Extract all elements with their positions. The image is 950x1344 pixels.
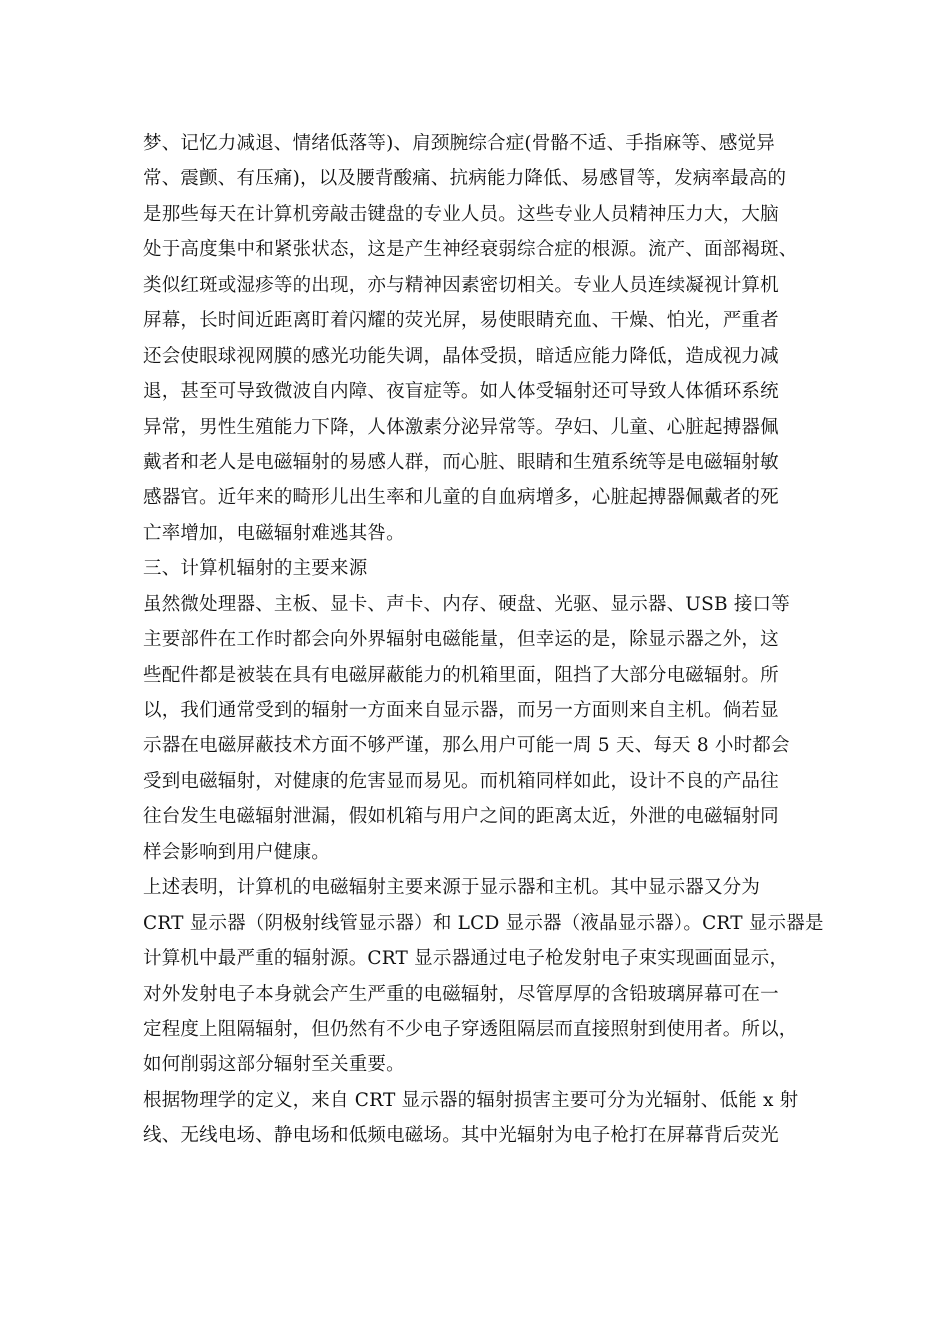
- text-line: CRT 显示器（阴极射线管显示器）和 LCD 显示器（液晶显示器）。CRT 显示器是: [143, 912, 824, 934]
- document-body: [143, 126, 824, 1154]
- text-line: 以，我们通常受到的辐射一方面来自显示器，而另一方面则来自主机。倘若显: [143, 700, 779, 721]
- text-line: 计算机中最严重的辐射源。CRT 显示器通过电子枪发射电子束实现画面显示，: [143, 948, 789, 970]
- text-line: 处于高度集中和紧张状态，这是产生神经衰弱综合症的根源。流产、面部褐斑、: [143, 239, 798, 261]
- text-line: 亡率增加，电磁辐射难逃其咎。: [143, 522, 405, 544]
- text-line: 退，甚至可导致微波自内障、夜盲症等。如人体受辐射还可导致人体循环系统: [143, 381, 779, 403]
- text-line: 根据物理学的定义，来自 CRT 显示器的辐射损害主要可分为光辐射、低能 x 射: [143, 1089, 799, 1111]
- text-line: 戴者和老人是电磁辐射的易感人群，而心脏、眼睛和生殖系统等是电磁辐射敏: [143, 451, 779, 473]
- text-line: 屏幕，长时间近距离盯着闪耀的荧光屏，易使眼睛充血、干燥、怕光，严重者: [143, 310, 779, 332]
- text-line: 往台发生电磁辐射泄漏，假如机箱与用户之间的距离太近，外泄的电磁辐射同: [143, 806, 779, 828]
- text-line: 异常，男性生殖能力下降，人体激素分泌异常等。孕妇、儿童、心脏起搏器佩: [143, 416, 779, 438]
- text-line: 定程度上阻隔辐射，但仍然有不少电子穿透阻隔层而直接照射到使用者。所以，: [143, 1018, 798, 1040]
- text-line: 示器在电磁屏蔽技术方面不够严谨，那么用户可能一周 5 天、每天 8 小时都会: [143, 735, 790, 757]
- text-line: 还会使眼球视网膜的感光功能失调，晶体受损，暗适应能力降低，造成视力减: [143, 345, 779, 367]
- text-line: 常、震颤、有压痛)，以及腰背酸痛、抗病能力降低、易感冒等，发病率最高的: [143, 168, 787, 190]
- text-line: 类似红斑或湿疹等的出现，亦与精神因素密切相关。专业人员连续凝视计算机: [143, 274, 779, 296]
- text-line: 些配件都是被装在具有电磁屏蔽能力的机箱里面，阻挡了大部分电磁辐射。所: [143, 664, 779, 686]
- text-line: 受到电磁辐射，对健康的危害显而易见。而机箱同样如此，设计不良的产品往: [143, 770, 779, 792]
- text-line: 主要部件在工作时都会向外界辐射电磁能量，但幸运的是，除显示器之外，这: [143, 629, 779, 651]
- text-line: 线、无线电场、静电场和低频电磁场。其中光辐射为电子枪打在屏幕背后荧光: [143, 1125, 779, 1147]
- text-line: 对外发射电子本身就会产生严重的电磁辐射，尽管厚厚的含铅玻璃屏幕可在一: [143, 983, 779, 1005]
- text-line: 上述表明，计算机的电磁辐射主要来源于显示器和主机。其中显示器又分为: [143, 877, 761, 899]
- text-line: 虽然微处理器、主板、显卡、声卡、内存、硬盘、光驱、显示器、USB 接口等: [143, 593, 790, 615]
- section-heading: 三、计算机辐射的主要来源: [143, 558, 368, 580]
- text-line: 是那些每天在计算机旁敲击键盘的专业人员。这些专业人员精神压力大，大脑: [143, 203, 779, 225]
- text-line: 梦、记忆力减退、情绪低落等)、肩颈腕综合症(骨骼不适、手指麻等、感觉异: [143, 133, 775, 154]
- text-line: 感器官。近年来的畸形儿出生率和儿童的自血病增多，心脏起搏器佩戴者的死: [143, 487, 779, 509]
- text-line: 样会影响到用户健康。: [143, 841, 331, 863]
- text-line: 如何削弱这部分辐射至关重要。: [143, 1054, 405, 1076]
